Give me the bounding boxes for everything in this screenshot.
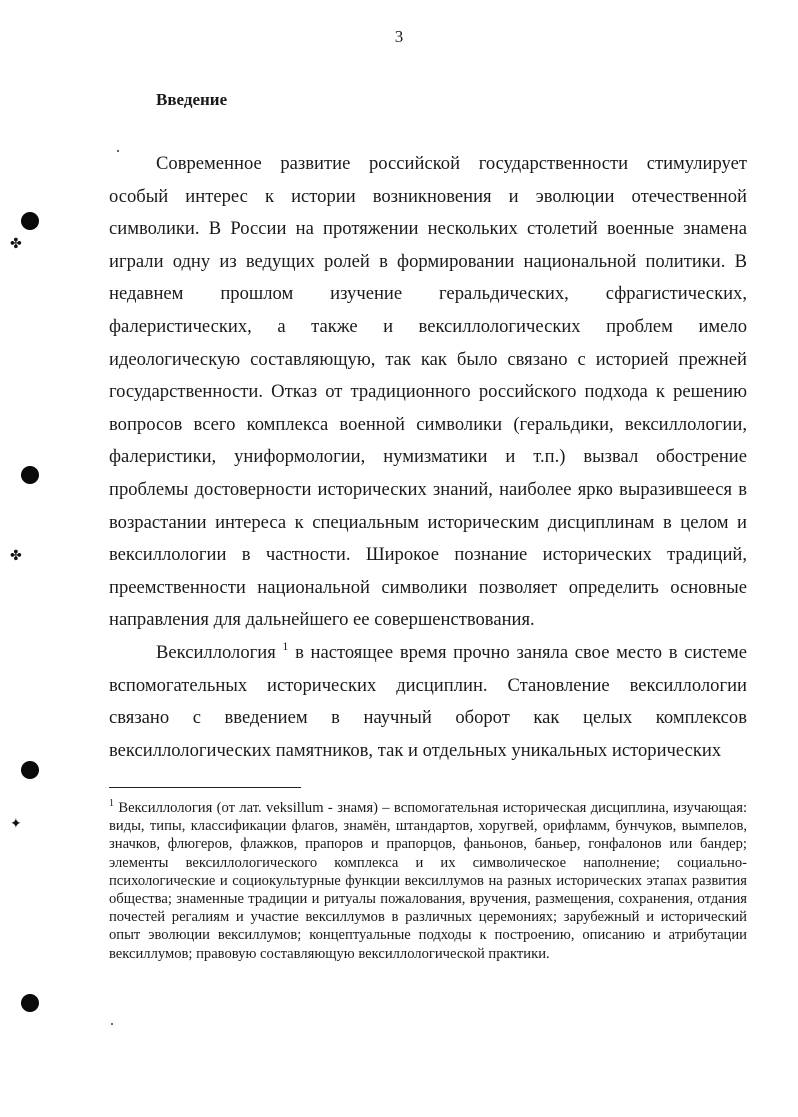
page-number: 3 bbox=[394, 27, 404, 46]
paragraph-1: Современное развитие российской государственности стимулирует особый интерес к истории возникновения и эволюции отечественной символики. В России на протяжении нескольких столетий военные знамена играли одну из ведущих ролей в формировании национальной политики. В недавнем прошлом изучение геральдических, сфрагистических, фалеристических, а также и вексиллологических проблем имело идеологическую составляющую, так как было связано с историей прежней государственности. Отказ от традиционного российского подхода к решению вопросов всего комплекса военной символики (геральдики, вексиллологии, фалеристики, униформологии, нумизматики и т.п.) вызвал обострение проблемы достоверности исторических знаний, наиболее ярко выразившееся в возрастании интереса к специальным историческим дисциплинам в целом и вексиллологии в частности. Широкое познание исторических традиций, преемственности национальной символики позволяет определить основные направления для дальнейшего ее совершенствования. bbox=[109, 153, 747, 631]
body-text bbox=[109, 148, 747, 767]
binder-hole-icon bbox=[21, 994, 39, 1012]
binder-hole-icon bbox=[21, 212, 39, 230]
binder-hole-icon bbox=[21, 761, 39, 779]
footnote-marker: 1 bbox=[109, 798, 114, 809]
footnote bbox=[109, 799, 747, 963]
scan-speck-icon bbox=[117, 150, 119, 152]
paragraph-2-lead: Вексиллология bbox=[156, 641, 276, 663]
footnote-separator bbox=[109, 787, 301, 788]
paragraph-2 bbox=[109, 637, 747, 767]
binder-hole-icon bbox=[21, 466, 39, 484]
section-heading: Введение bbox=[156, 90, 228, 109]
paragraph-2-rest: в настоящее время прочно заняла свое место в системе вспомогательных исторических дисциплин. Становление вексиллологии связано с введением в научный оборот как целых комплексов вексиллологических памятников, так и отдельных уникальных исторических bbox=[109, 641, 747, 761]
scan-artifact-icon: ✤ bbox=[10, 236, 22, 252]
footnote-text: Вексиллология (от лат. veksillum - знамя) – вспомогательная историческая дисциплина, изучающая: виды, типы, классификации флагов, знамён, штандартов, хоругвей, орифламм, бунчуков, вымпелов, значков, флюгеров, флажков, прапоров и прапорцов, фаньонов, баньер, гонфалонов или бандер; элементы вексиллологического комплекса и их символическое наполнение; социально-психологические и социокультурные функции вексиллумов на разных исторических этапах развития общества; знаменные традиции и ритуалы пожалования, вручения, размещения, сохранения, отдания почестей регалиям и участие вексиллумов в различных церемониях; зарубежный и исторический опыт эволюции вексиллумов; концептуальные подходы к построению, описанию и атрибутации вексиллумов; правовую составляющую вексиллологической практики. bbox=[109, 800, 747, 962]
scan-speck-icon bbox=[111, 1023, 113, 1025]
footnote-ref[interactable]: 1 bbox=[282, 638, 289, 653]
scan-artifact-icon: ✦ bbox=[10, 816, 22, 832]
scan-artifact-icon: ✤ bbox=[10, 548, 22, 564]
